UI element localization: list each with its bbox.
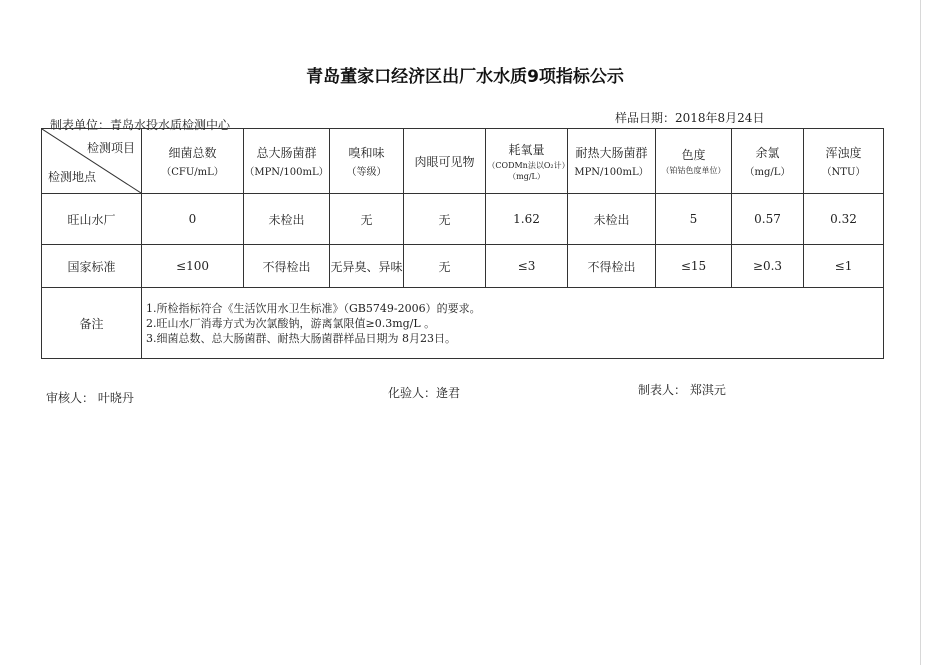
- header-cell: 嗅和味 （等级）: [330, 129, 404, 194]
- note-item: 1.所检指标符合《生活饮用水卫生标准》（GB5749-2006）的要求。: [146, 301, 481, 315]
- header-row: [42, 129, 884, 194]
- header-cell: 细菌总数 （CFU/mL）: [142, 129, 244, 194]
- notes-label: 备注: [42, 288, 142, 359]
- corner-bottom-label: 检测地点: [48, 170, 97, 184]
- tester-signature: 化验人：逄君: [388, 386, 461, 400]
- corner-header: [42, 129, 142, 194]
- issuing-unit: 制表单位：青岛水投水质检测中心: [50, 118, 231, 132]
- header-cell: 肉眼可见物: [404, 129, 486, 194]
- table-cell: ≤3: [486, 245, 568, 288]
- sample-date: 样品日期：2018年8月24日: [615, 111, 765, 125]
- table-cell: 无: [330, 194, 404, 245]
- header-cell: 色度 （铂钴色度单位）: [656, 129, 732, 194]
- water-quality-table: [41, 128, 884, 359]
- table-cell: 无: [404, 245, 486, 288]
- scan-edge-line: [920, 0, 921, 665]
- note-item: 2.旺山水厂消毒方式为次氯酸钠，游离氯限值≥0.3mg/L 。: [146, 316, 436, 330]
- table-cell: 未检出: [244, 194, 330, 245]
- reviewer-signature: 审核人： 叶晓丹: [46, 391, 134, 405]
- table-cell: ≤15: [656, 245, 732, 288]
- maker-signature: 制表人： 郑淇元: [638, 383, 726, 397]
- table-cell: 不得检出: [244, 245, 330, 288]
- header-cell: 余氯 （mg/L）: [732, 129, 804, 194]
- notes-row: [42, 288, 884, 359]
- table-cell: 不得检出: [568, 245, 656, 288]
- table-row: [42, 194, 884, 245]
- table-row: [42, 245, 884, 288]
- table-cell: 0.57: [732, 194, 804, 245]
- table-cell: 0: [142, 194, 244, 245]
- note-item: 3.细菌总数、总大肠菌群、耐热大肠菌群样品日期为 8月23日。: [146, 331, 456, 345]
- table-cell: ≤1: [804, 245, 884, 288]
- table-cell: 1.62: [486, 194, 568, 245]
- table-cell: 无: [404, 194, 486, 245]
- row-label: 国家标准: [42, 245, 142, 288]
- table-cell: 5: [656, 194, 732, 245]
- notes-content: [142, 288, 884, 359]
- header-cell: 浑浊度 （NTU）: [804, 129, 884, 194]
- header-cell: 耐热大肠菌群 MPN/100mL）: [568, 129, 656, 194]
- table-cell: 无异臭、异味: [330, 245, 404, 288]
- table-cell: 0.32: [804, 194, 884, 245]
- row-label: 旺山水厂: [42, 194, 142, 245]
- header-cell: 耗氧量 （CODMn法以O₂计）（mg/L）: [486, 129, 568, 194]
- table-cell: 未检出: [568, 194, 656, 245]
- header-cell: 总大肠菌群 （MPN/100mL）: [244, 129, 330, 194]
- page-title: 青岛董家口经济区出厂水水质9项指标公示: [306, 67, 624, 87]
- table-cell: ≤100: [142, 245, 244, 288]
- corner-top-label: 检测项目: [86, 141, 135, 155]
- table-cell: ≥0.3: [732, 245, 804, 288]
